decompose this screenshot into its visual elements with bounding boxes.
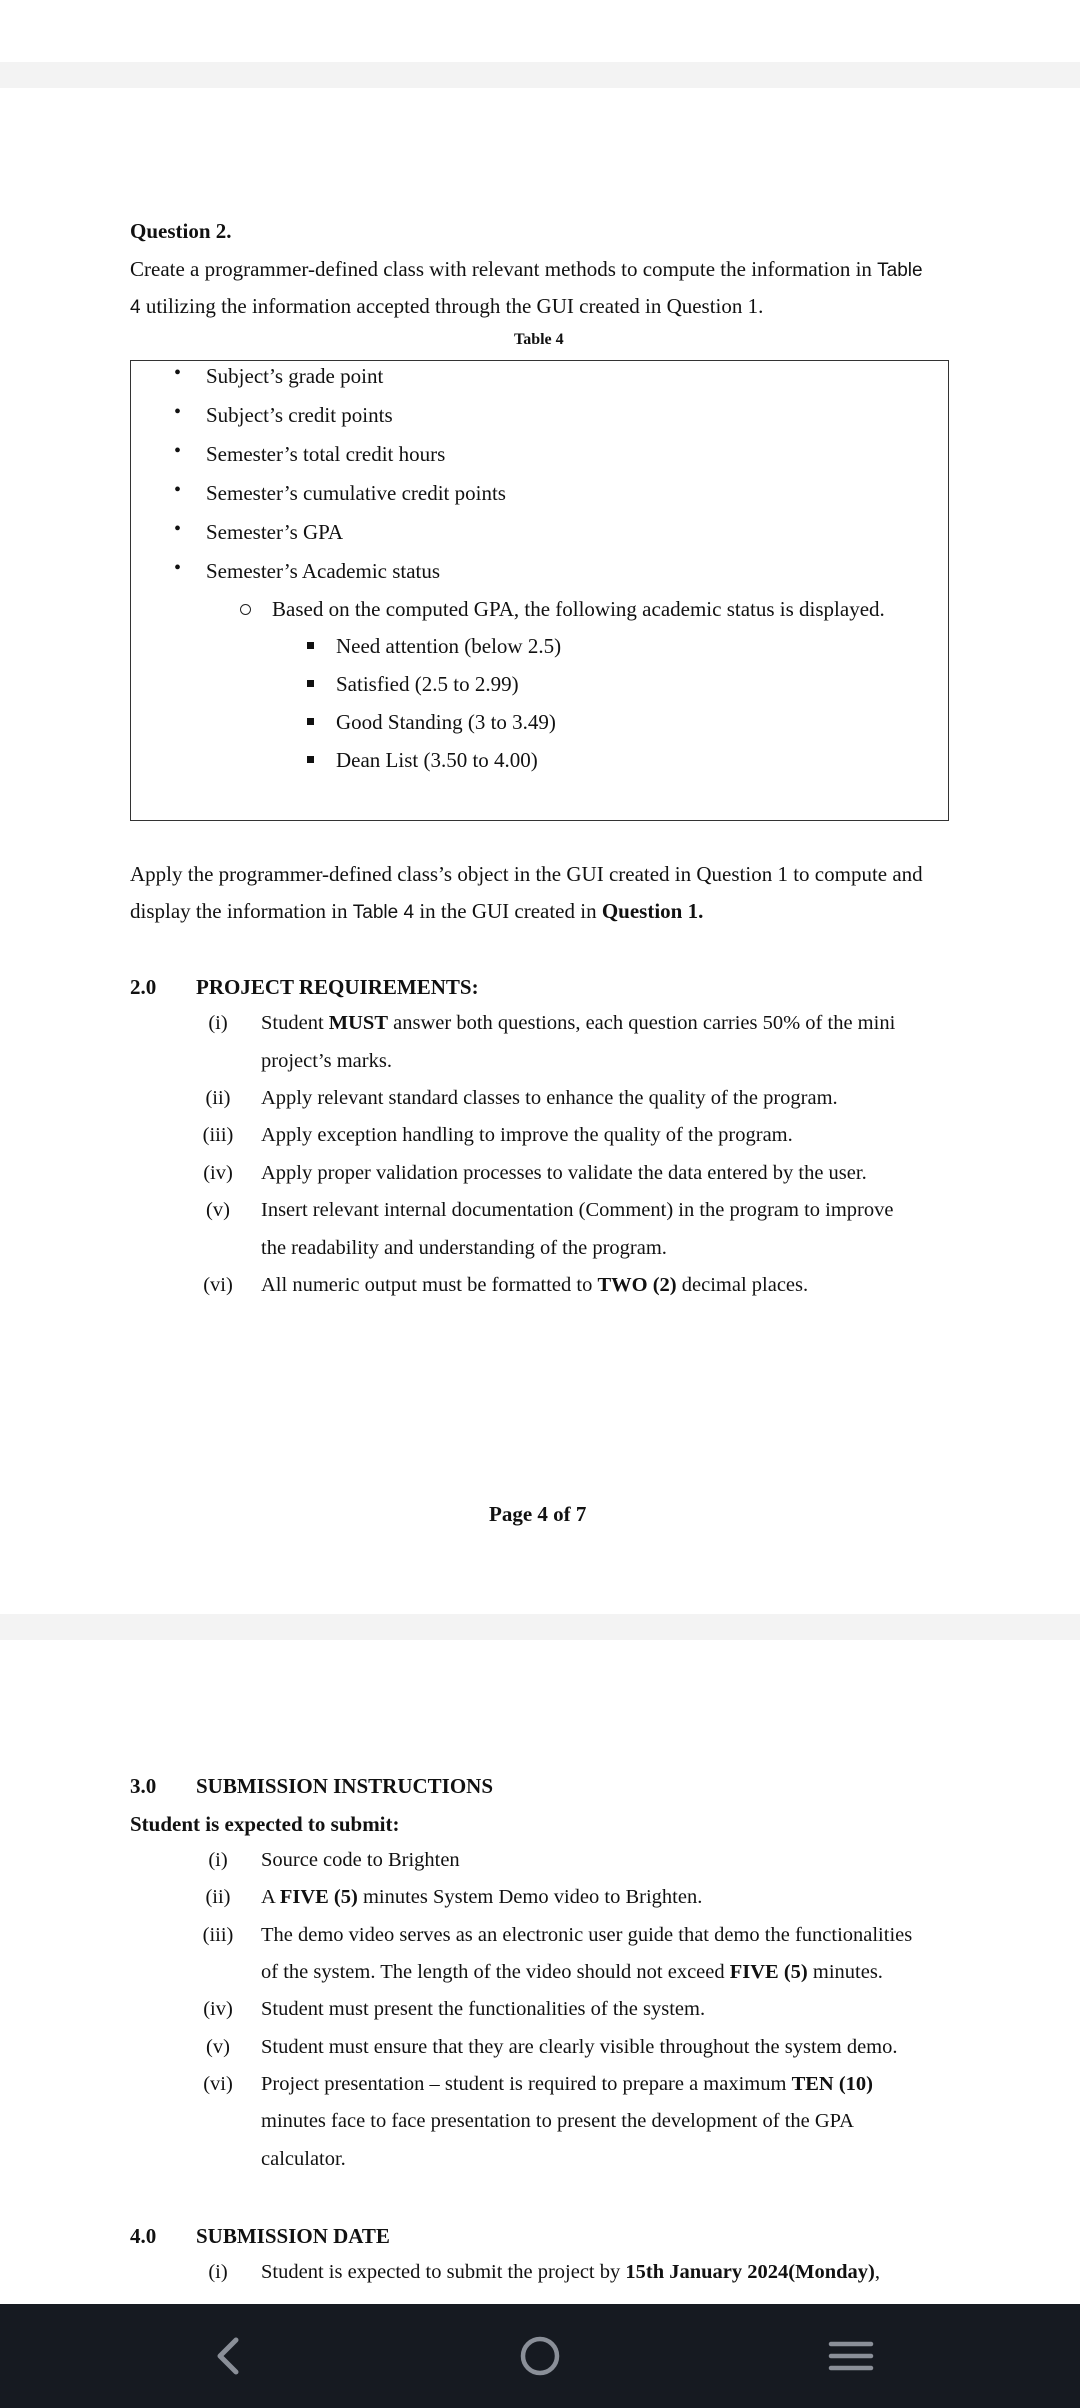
section-title: SUBMISSION INSTRUCTIONS (196, 1774, 494, 1798)
submission-item: Source code to Brighten (261, 1849, 460, 1871)
submission-item-continued: minutes face to face presentation to present the development of the GPA (261, 2110, 854, 2132)
home-button[interactable] (495, 2320, 585, 2392)
apply-paragraph-line-1: Apply the programmer-defined class’s object in the GUI created in Question 1 to compute and (130, 862, 923, 886)
apply-paragraph-line-2: display the information in Table 4 in the GUI created in Question 1. (130, 899, 704, 923)
table-item: Semester’s cumulative credit points (206, 481, 506, 505)
status-level: Dean List (3.50 to 4.00) (336, 748, 538, 772)
submission-item: A FIVE (5) minutes System Demo video to Brighten. (261, 1886, 703, 1908)
section-title: PROJECT REQUIREMENTS: (196, 975, 479, 999)
item-number: (v) (206, 1199, 230, 1221)
submission-item: The demo video serves as an electronic user guide that demo the functionalities (261, 1924, 913, 1946)
item-number: (ii) (205, 1886, 231, 1908)
bullet-icon: • (174, 557, 182, 579)
submission-item: Student must ensure that they are clearly visible throughout the system demo. (261, 2036, 898, 2058)
status-intro: Based on the computed GPA, the following academic status is displayed. (272, 597, 885, 621)
item-number: (i) (208, 1849, 228, 1871)
submission-item: Project presentation – student is required to prepare a maximum TEN (10) (261, 2073, 874, 2095)
requirement-item-continued: the readability and understanding of the program. (261, 1237, 667, 1259)
chevron-left-icon (183, 2320, 273, 2392)
page-separator (0, 1614, 1080, 1640)
status-level: Need attention (below 2.5) (336, 634, 562, 658)
page-footer: Page 4 of 7 (489, 1502, 587, 1526)
menu-button[interactable] (806, 2320, 896, 2392)
question-intro-line-2: 4 utilizing the information accepted through the GUI created in Question 1. (130, 294, 764, 318)
bullet-icon: • (174, 518, 182, 540)
submission-date-item: Student is expected to submit the project by 15th January 2024(Monday), (261, 2261, 880, 2283)
question-intro-line-1: Create a programmer-defined class with relevant methods to compute the information in Table (130, 257, 923, 281)
item-number: (vi) (203, 1274, 233, 1296)
requirement-item-continued: project’s marks. (261, 1050, 392, 1072)
section-subheading: Student is expected to submit: (130, 1812, 400, 1836)
table-item: Semester’s Academic status (206, 559, 441, 583)
item-number: (i) (208, 1012, 228, 1034)
square-bullet-icon (307, 718, 314, 725)
submission-item: Student must present the functionalities of the system. (261, 1998, 706, 2020)
requirement-item: Insert relevant internal documentation (Comment) in the program to improve (261, 1199, 894, 1221)
submission-item-continued: of the system. The length of the video should not exceed FIVE (5) minutes. (261, 1961, 883, 1983)
section-number: 4.0 (130, 2224, 157, 2248)
circle-icon (495, 2320, 585, 2392)
requirement-item: Apply proper validation processes to validate the data entered by the user. (261, 1162, 867, 1184)
page-separator (0, 62, 1080, 88)
bullet-icon: • (174, 479, 182, 501)
item-number: (iv) (203, 1998, 233, 2020)
back-button[interactable] (183, 2320, 273, 2392)
requirement-item: Apply exception handling to improve the quality of the program. (261, 1124, 793, 1146)
item-number: (ii) (205, 1087, 231, 1109)
table-item: Semester’s GPA (206, 520, 344, 544)
table-item: Subject’s credit points (206, 403, 393, 427)
item-number: (vi) (203, 2073, 233, 2095)
item-number: (i) (208, 2261, 228, 2283)
item-number: (iii) (202, 1924, 234, 1946)
section-number: 2.0 (130, 975, 157, 999)
table-4-box (130, 360, 949, 821)
table-item: Semester’s total credit hours (206, 442, 446, 466)
square-bullet-icon (307, 680, 314, 687)
bullet-icon: • (174, 440, 182, 462)
square-bullet-icon (307, 756, 314, 763)
item-number: (iv) (203, 1162, 233, 1184)
hollow-bullet-icon (240, 604, 251, 615)
question-heading: Question 2. (130, 219, 232, 243)
section-number: 3.0 (130, 1774, 157, 1798)
requirement-item: Student MUST answer both questions, each question carries 50% of the mini (261, 1012, 896, 1034)
square-bullet-icon (307, 642, 314, 649)
requirement-item: All numeric output must be formatted to TWO (2) decimal places. (261, 1274, 809, 1296)
status-level: Satisfied (2.5 to 2.99) (336, 672, 519, 696)
requirement-item: Apply relevant standard classes to enhance the quality of the program. (261, 1087, 838, 1109)
navigation-bar (0, 2304, 1080, 2408)
table-item: Subject’s grade point (206, 364, 384, 388)
section-title: SUBMISSION DATE (196, 2224, 390, 2248)
item-number: (v) (206, 2036, 230, 2058)
table-caption: Table 4 (514, 331, 564, 348)
submission-item-continued: calculator. (261, 2148, 346, 2170)
status-level: Good Standing (3 to 3.49) (336, 710, 556, 734)
three-lines-icon (806, 2320, 896, 2392)
bullet-icon: • (174, 401, 182, 423)
bullet-icon: • (174, 362, 182, 384)
item-number: (iii) (202, 1124, 234, 1146)
